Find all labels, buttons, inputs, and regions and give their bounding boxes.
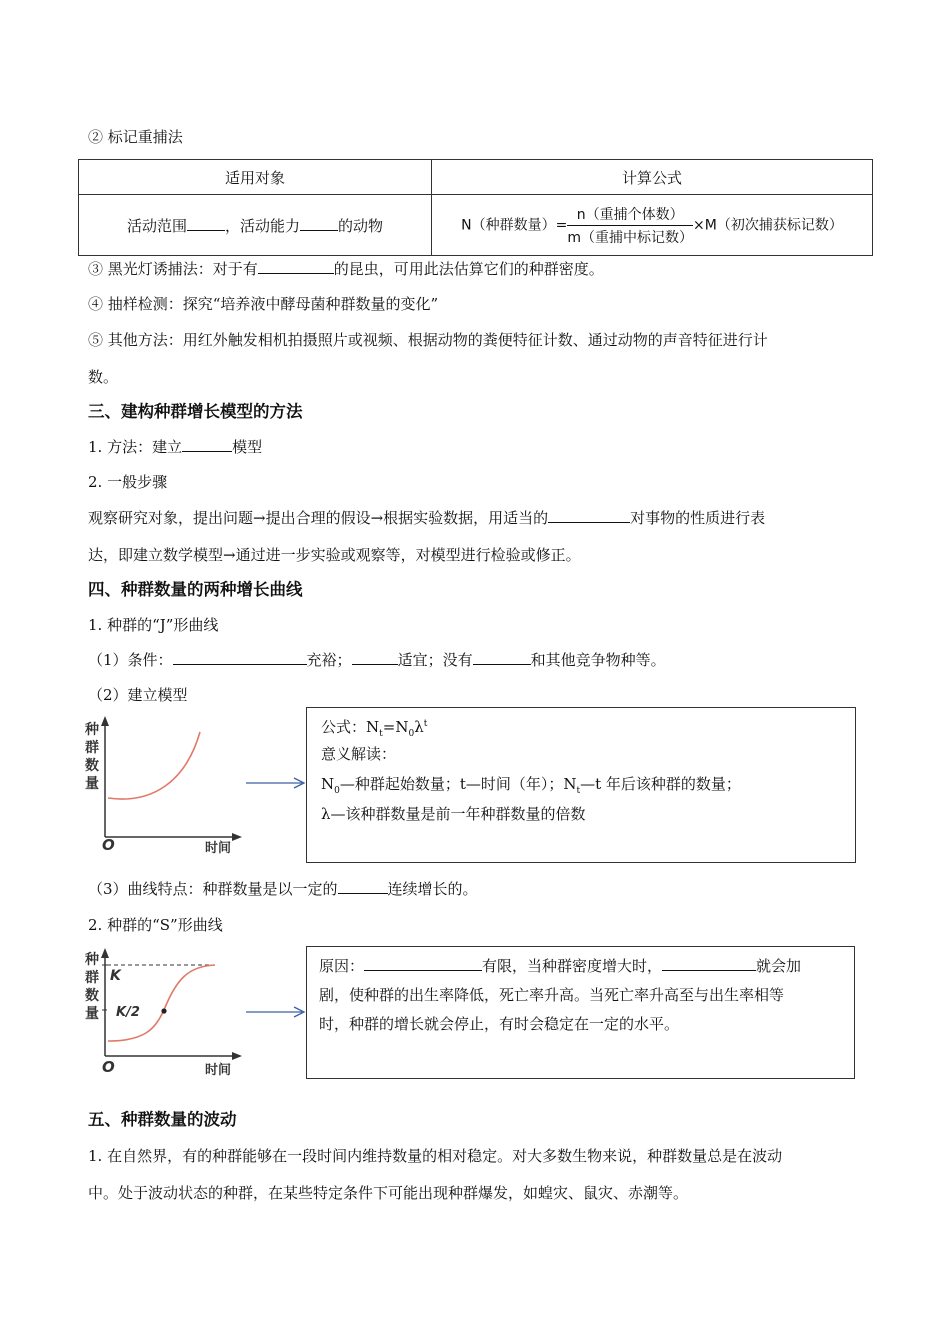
formula-fraction: $\frac{\text{n（重捕个体数）}}{\text{m（重捕中标记数）}}$ bbox=[567, 204, 693, 247]
arrow-right-icon bbox=[244, 1005, 308, 1019]
label-k2: K/2 bbox=[116, 1005, 140, 1020]
fill-blank[interactable] bbox=[300, 216, 338, 231]
fill-blank[interactable] bbox=[338, 879, 388, 894]
method-sampling: ④ 抽样检测：探究“培养液中酵母菌种群数量的变化” bbox=[88, 295, 439, 313]
arrow-right-icon bbox=[244, 776, 308, 790]
section-heading: 五、种群数量的波动 bbox=[88, 1110, 237, 1129]
paragraph: 1. 方法：建立 模型 bbox=[88, 438, 263, 456]
fill-blank[interactable] bbox=[173, 650, 307, 665]
meaning-line: λ—该种群数量是前一年种群数量的倍数 bbox=[321, 805, 586, 823]
svg-text:群: 群 bbox=[85, 970, 99, 986]
reason-line: 时，种群的增长就会停止，有时会稳定在一定的水平。 bbox=[319, 1015, 680, 1033]
paragraph: （2）建立模型 bbox=[88, 686, 188, 704]
paragraph: （1）条件： 充裕； 适宜；没有 和其他竞争物种等。 bbox=[88, 651, 666, 669]
section-heading: 四、种群数量的两种增长曲线 bbox=[88, 580, 303, 599]
s-curve-graph bbox=[80, 944, 250, 1084]
s-curve bbox=[108, 965, 215, 1041]
meaning-label: 意义解读： bbox=[321, 745, 397, 763]
fill-blank[interactable] bbox=[182, 437, 232, 452]
paragraph: （3）曲线特点：种群数量是以一定的 连续增长的。 bbox=[88, 880, 478, 898]
svg-text:群: 群 bbox=[85, 740, 99, 756]
fill-blank[interactable] bbox=[662, 956, 756, 971]
paragraph: 达，即建立数学模型→通过进一步实验或观察等，对模型进行检验或修正。 bbox=[88, 546, 581, 564]
j-curve-explanation-box bbox=[306, 707, 856, 863]
arrow-head-icon bbox=[101, 716, 109, 726]
graph-ylabel bbox=[84, 721, 99, 792]
svg-text:量: 量 bbox=[85, 776, 99, 792]
paragraph: 观察研究对象，提出问题→提出合理的假设→根据实验数据，用适当的 对事物的性质进行表 bbox=[88, 509, 766, 527]
inflection-point bbox=[161, 1008, 166, 1013]
svg-text:种: 种 bbox=[85, 722, 99, 738]
graph-ylabel bbox=[84, 951, 99, 1022]
graph-xlabel: 时间 bbox=[205, 1063, 232, 1078]
svg-text:量: 量 bbox=[85, 1006, 99, 1022]
reason-line: 原因： 有限，当种群密度增大时， 就会加 bbox=[319, 957, 802, 975]
graph-origin: O bbox=[102, 1058, 115, 1076]
graph-origin: O bbox=[102, 836, 115, 854]
method-light-trap: ③ 黑光灯诱捕法：对于有 的昆虫，可用此法估算它们的种群密度。 bbox=[88, 260, 604, 278]
subheading: 2. 种群的“S”形曲线 bbox=[88, 916, 223, 934]
mark-recapture-table bbox=[78, 159, 873, 256]
fill-blank[interactable] bbox=[187, 216, 225, 231]
j-curve-graph bbox=[80, 712, 250, 857]
svg-text:数: 数 bbox=[85, 988, 99, 1004]
fill-blank[interactable] bbox=[364, 956, 482, 971]
table-header: 计算公式 bbox=[432, 160, 873, 195]
method-other: ⑤ 其他方法：用红外触发相机拍摄照片或视频、根据动物的粪便特征计数、通过动物的声音特征进行计 bbox=[88, 331, 768, 349]
fill-blank[interactable] bbox=[548, 508, 630, 523]
j-curve bbox=[108, 732, 200, 799]
arrow-head-icon bbox=[101, 948, 109, 958]
svg-text:种: 种 bbox=[85, 952, 99, 968]
subheading: 1. 种群的“J”形曲线 bbox=[88, 616, 219, 634]
arrow-head-icon bbox=[232, 1052, 242, 1060]
fill-blank[interactable] bbox=[473, 650, 531, 665]
method-title: ② 标记重捕法 bbox=[88, 128, 183, 146]
paragraph: 中。处于波动状态的种群，在某些特定条件下可能出现种群爆发，如蝗灾、鼠灾、赤潮等。 bbox=[88, 1184, 689, 1202]
table-cell-target: 活动范围 ，活动能力 的动物 bbox=[79, 195, 432, 256]
label-k: K bbox=[110, 968, 121, 984]
section-heading: 三、建构种群增长模型的方法 bbox=[88, 402, 303, 421]
table-header: 适用对象 bbox=[79, 160, 432, 195]
svg-text:数: 数 bbox=[85, 758, 99, 774]
paragraph: 2. 一般步骤 bbox=[88, 473, 168, 491]
arrow-head-icon bbox=[232, 833, 242, 841]
graph-xlabel: 时间 bbox=[205, 841, 232, 856]
reason-line: 剧，使种群的出生率降低，死亡率升高。当死亡率升高至与出生率相等 bbox=[319, 986, 785, 1004]
table-cell-formula: N（种群数量）= $\frac{\text{n（重捕个体数）}}{\text{m（重捕中标记数）}}$ ×M（初次捕获标记数） bbox=[432, 195, 873, 256]
meaning-line: $N_0—$种群起始数量；t—时间（年）；$N_t—t$ 年后该种群的数量； bbox=[321, 775, 741, 796]
s-curve-explanation-box bbox=[306, 946, 855, 1079]
formula-line: 公式：$N_t=N_0\lambda^t$ bbox=[321, 718, 428, 739]
fill-blank[interactable] bbox=[258, 259, 334, 274]
fill-blank[interactable] bbox=[352, 650, 398, 665]
method-other-cont: 数。 bbox=[88, 368, 119, 386]
paragraph: 1. 在自然界，有的种群能够在一段时间内维持数量的相对稳定。对大多数生物来说，种群数量总是在波动 bbox=[88, 1147, 783, 1165]
